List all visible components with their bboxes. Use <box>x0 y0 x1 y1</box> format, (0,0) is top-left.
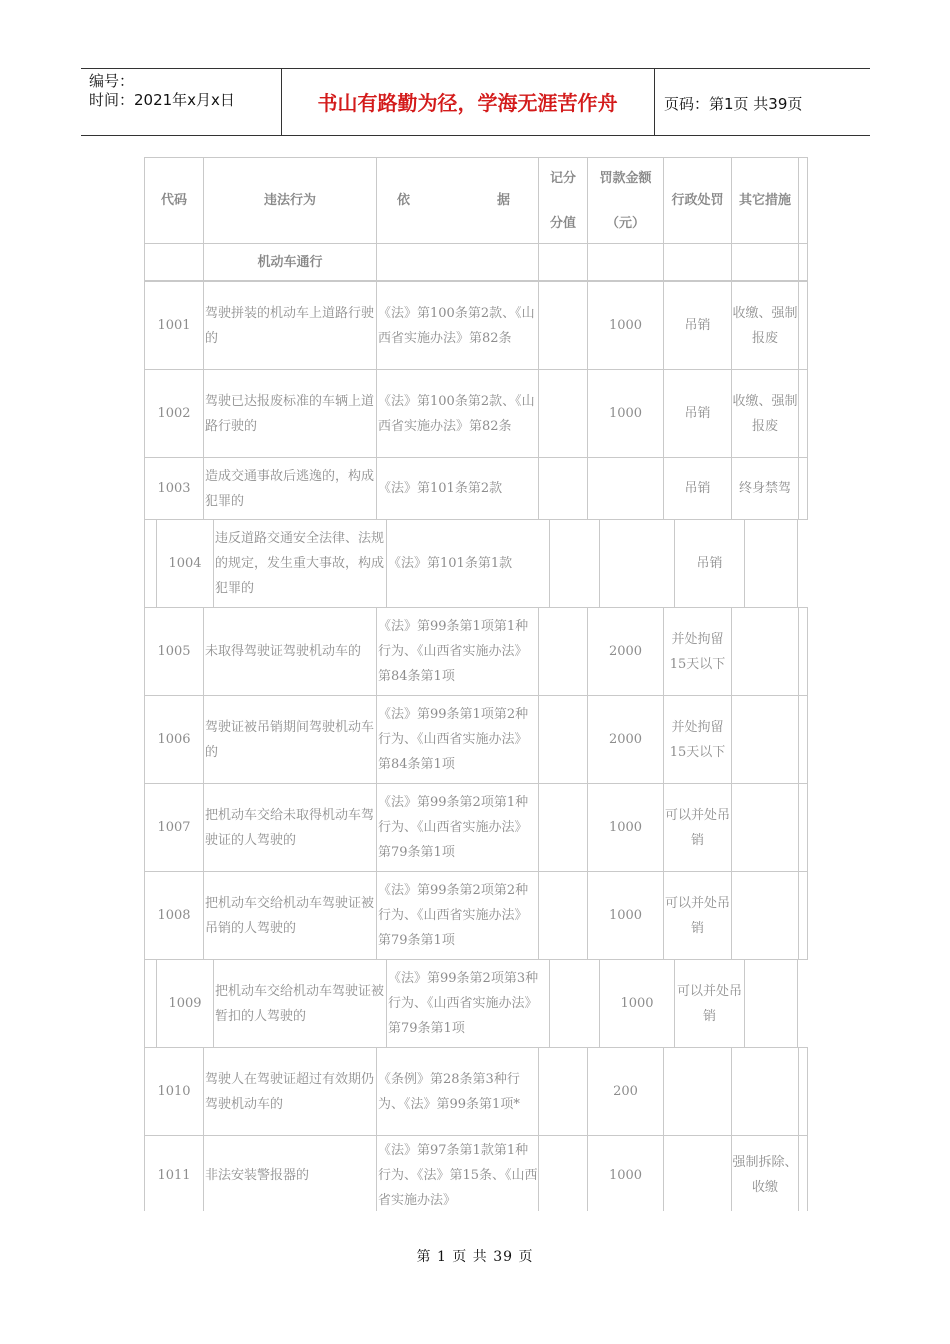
row-spacer <box>798 608 808 695</box>
header-motto: 书山有路勤为径，学海无涯苦作舟 <box>317 91 618 115</box>
row-behavior <box>203 1048 376 1135</box>
col-header-penalty-text: 行政处罚 <box>671 193 724 208</box>
row-spacer <box>798 458 808 519</box>
section-empty-cell <box>538 244 587 280</box>
row-code <box>144 784 203 871</box>
row-code-text: 1011 <box>157 1167 191 1183</box>
row-other <box>731 608 798 695</box>
table-row <box>144 695 808 784</box>
row-behavior <box>203 458 376 519</box>
col-header-fine-stack <box>599 166 651 236</box>
col-header-basis-split <box>377 188 538 213</box>
row-fine <box>599 520 674 607</box>
row-gap-cell <box>144 960 156 1047</box>
row-spacer <box>798 784 808 871</box>
col-header-code <box>144 158 203 243</box>
row-points <box>538 1136 587 1211</box>
row-basis-text: 《条例》第28条第3种行为、《法》第99条第1项* <box>378 1071 520 1112</box>
row-fine-text: 2000 <box>608 732 643 747</box>
row-points <box>549 960 599 1047</box>
col-header-other <box>731 158 798 243</box>
row-basis-text: 《法》第100条第2款、《山西省实施办法》第82条 <box>378 393 535 434</box>
section-empty-cell <box>376 244 538 280</box>
row-spacer <box>798 696 808 783</box>
row-other <box>731 1048 798 1135</box>
row-basis <box>376 872 538 959</box>
row-penalty-text: 可以并处吊销 <box>664 895 730 936</box>
header-time-label: 时间：2021年x月x日 <box>89 91 235 109</box>
row-points <box>538 1048 587 1135</box>
table-row <box>144 457 808 520</box>
row-fine <box>587 608 663 695</box>
row-fine-text: 1000 <box>608 1167 643 1183</box>
row-code-text: 1007 <box>157 820 191 835</box>
row-penalty <box>663 282 731 369</box>
row-spacer <box>798 282 808 369</box>
row-basis-text: 《法》第101条第1款 <box>388 556 513 571</box>
row-basis-text: 《法》第100条第2款、《山西省实施办法》第82条 <box>378 305 535 346</box>
header-divider-right <box>654 68 655 135</box>
table-row <box>144 1135 808 1211</box>
row-penalty-text: 吊销 <box>684 481 711 496</box>
row-behavior-text: 驾驶已达报废标准的车辆上道路行驶的 <box>205 393 375 434</box>
row-code-text: 1005 <box>157 644 191 659</box>
violation-table <box>144 157 808 1211</box>
section-code-cell <box>144 244 203 280</box>
row-basis <box>376 282 538 369</box>
row-fine-text: 1000 <box>620 996 654 1011</box>
row-basis-text: 《法》第99条第2项第1种行为、《山西省实施办法》第79条第1项 <box>378 795 529 860</box>
row-penalty <box>663 1048 731 1135</box>
row-fine <box>587 282 663 369</box>
col-header-fine-bottom: （元） <box>605 215 645 231</box>
row-code <box>144 696 203 783</box>
row-other-text: 收缴、强制报废 <box>732 305 798 346</box>
col-header-fine <box>587 158 663 243</box>
row-penalty <box>663 608 731 695</box>
row-basis-text: 《法》第101条第2款 <box>378 481 503 496</box>
row-fine-text: 2000 <box>608 644 643 659</box>
col-header-behavior-text: 违法行为 <box>263 193 316 208</box>
header-number-label: 编号： <box>89 72 135 90</box>
col-header-points-bottom: 分值 <box>549 215 576 231</box>
row-behavior <box>203 696 376 783</box>
col-header-fine-top: 罚款金额 <box>599 170 652 186</box>
row-behavior-text: 非法安装警报器的 <box>205 1167 310 1183</box>
col-header-points-stack <box>550 166 576 236</box>
row-fine <box>587 784 663 871</box>
row-penalty-text: 并处拘留15天以下 <box>669 719 726 760</box>
row-fine-text: 1000 <box>608 318 643 333</box>
row-basis <box>376 1136 538 1211</box>
row-code-text: 1009 <box>168 996 202 1011</box>
row-other <box>731 872 798 959</box>
row-fine <box>587 696 663 783</box>
col-header-points-top: 记分 <box>549 170 576 186</box>
row-basis <box>376 1048 538 1135</box>
row-code-text: 1003 <box>157 481 191 496</box>
row-penalty-text: 可以并处吊销 <box>664 807 730 848</box>
row-basis-text: 《法》第99条第2项第2种行为、《山西省实施办法》第79条第1项 <box>378 883 529 948</box>
header-page-label: 页码：第1页 共39页 <box>664 95 803 113</box>
row-other <box>731 696 798 783</box>
row-basis <box>376 608 538 695</box>
row-other-text: 终身禁驾 <box>738 481 791 496</box>
row-basis <box>376 696 538 783</box>
row-penalty <box>674 520 744 607</box>
row-behavior-text: 未取得驾驶证驾驶机动车的 <box>205 644 362 659</box>
row-penalty <box>663 696 731 783</box>
table-row <box>144 1047 808 1136</box>
row-penalty-text: 可以并处吊销 <box>676 983 742 1024</box>
row-behavior-text: 驾驶人在驾驶证超过有效期仍驾驶机动车的 <box>205 1071 375 1112</box>
row-fine <box>587 1048 663 1135</box>
row-code <box>156 520 213 607</box>
row-basis <box>376 784 538 871</box>
row-behavior-text: 把机动车交给机动车驾驶证被吊销的人驾驶的 <box>205 895 375 936</box>
row-spacer <box>798 1136 808 1211</box>
row-code <box>144 282 203 369</box>
table-row <box>144 783 808 872</box>
row-basis <box>376 370 538 457</box>
row-behavior-text: 驾驶证被吊销期间驾驶机动车的 <box>205 719 375 760</box>
row-penalty <box>663 784 731 871</box>
row-other-text: 强制拆除、收缴 <box>732 1155 798 1195</box>
row-penalty <box>663 370 731 457</box>
header-divider-left <box>281 68 282 135</box>
row-other <box>731 282 798 369</box>
row-penalty <box>663 1136 731 1211</box>
row-spacer <box>798 1048 808 1135</box>
row-code <box>144 1048 203 1135</box>
row-behavior <box>203 608 376 695</box>
row-points <box>538 458 587 519</box>
row-fine <box>587 458 663 519</box>
row-basis <box>376 458 538 519</box>
row-behavior <box>203 282 376 369</box>
row-penalty <box>674 960 744 1047</box>
row-fine <box>599 960 674 1047</box>
row-fine <box>587 1136 663 1211</box>
row-points <box>538 784 587 871</box>
section-empty-cell <box>587 244 663 280</box>
row-code <box>144 1136 203 1211</box>
col-header-points <box>538 158 587 243</box>
row-behavior <box>213 960 386 1047</box>
section-empty-cell <box>731 244 798 280</box>
row-code <box>156 960 213 1047</box>
table-row <box>144 369 808 458</box>
row-fine <box>587 370 663 457</box>
row-gap-cell <box>144 520 156 607</box>
row-behavior-text: 把机动车交给机动车驾驶证被暂扣的人驾驶的 <box>215 983 385 1024</box>
row-other-text: 收缴、强制报废 <box>732 393 798 434</box>
row-behavior <box>213 520 386 607</box>
row-code <box>144 872 203 959</box>
row-spacer <box>798 872 808 959</box>
row-basis <box>386 520 549 607</box>
row-points <box>538 370 587 457</box>
row-code <box>144 458 203 519</box>
row-behavior-text: 违反道路交通安全法律、法规的规定，发生重大事故，构成犯罪的 <box>215 531 385 596</box>
table-row <box>144 871 808 960</box>
row-penalty <box>663 458 731 519</box>
col-header-penalty <box>663 158 731 243</box>
col-header-spacer <box>798 158 808 243</box>
row-penalty <box>663 872 731 959</box>
header-bottom-rule <box>81 135 870 136</box>
col-header-basis <box>376 158 538 243</box>
row-penalty-text: 并处拘留15天以下 <box>669 631 726 672</box>
row-points <box>538 282 587 369</box>
row-fine-text: 200 <box>613 1084 638 1099</box>
row-behavior-text: 造成交通事故后逃逸的，构成犯罪的 <box>205 468 375 509</box>
section-title-text: 机动车通行 <box>257 254 323 270</box>
col-header-basis-left: 依 <box>397 193 411 208</box>
row-code-text: 1002 <box>157 406 191 421</box>
row-other <box>731 784 798 871</box>
row-penalty-text: 吊销 <box>684 318 711 333</box>
row-behavior-text: 驾驶拼装的机动车上道路行驶的 <box>205 305 375 346</box>
row-other <box>731 458 798 519</box>
col-header-other-text: 其它措施 <box>738 193 791 208</box>
row-spacer <box>798 370 808 457</box>
col-header-code-text: 代码 <box>160 193 187 208</box>
row-other <box>731 1136 798 1211</box>
col-header-behavior <box>203 158 376 243</box>
row-behavior-text: 把机动车交给未取得机动车驾驶证的人驾驶的 <box>205 807 375 848</box>
row-basis <box>386 960 549 1047</box>
row-code <box>144 370 203 457</box>
row-points <box>549 520 599 607</box>
table-row <box>144 519 798 608</box>
table-row <box>144 281 808 370</box>
row-penalty-text: 吊销 <box>684 406 711 421</box>
row-points <box>538 696 587 783</box>
table-header-row <box>144 157 808 244</box>
table-row <box>144 607 808 696</box>
row-basis-text: 《法》第97条第1款第1种行为、《法》第15条、《山西省实施办法》 <box>378 1142 538 1208</box>
section-row <box>144 243 808 281</box>
table-row <box>144 959 798 1048</box>
row-basis-text: 《法》第99条第2项第3种行为、《山西省实施办法》第79条第1项 <box>388 971 539 1036</box>
section-title <box>203 244 376 280</box>
row-other <box>731 370 798 457</box>
row-basis-text: 《法》第99条第1项第1种行为、《山西省实施办法》第84条第1项 <box>378 619 529 684</box>
footer-page-number: 第 1 页 共 39 页 <box>416 1249 534 1265</box>
row-fine <box>587 872 663 959</box>
row-fine-text: 1000 <box>608 406 643 421</box>
row-code-text: 1004 <box>168 556 202 571</box>
row-behavior <box>203 1136 376 1211</box>
row-points <box>538 872 587 959</box>
row-code-text: 1010 <box>157 1084 191 1099</box>
row-other <box>744 520 798 607</box>
col-header-basis-right: 据 <box>496 193 510 208</box>
row-basis-text: 《法》第99条第1项第2种行为、《山西省实施办法》第84条第1项 <box>378 707 529 772</box>
header-top-rule <box>81 68 870 69</box>
row-penalty-text: 吊销 <box>696 556 723 571</box>
row-behavior <box>203 784 376 871</box>
row-behavior <box>203 872 376 959</box>
row-code-text: 1008 <box>157 908 191 923</box>
row-code-text: 1001 <box>157 318 191 333</box>
row-other <box>744 960 798 1047</box>
row-code <box>144 608 203 695</box>
row-code-text: 1006 <box>157 732 191 747</box>
section-empty-cell <box>798 244 808 280</box>
row-fine-text: 1000 <box>608 820 643 835</box>
row-fine-text: 1000 <box>608 908 643 923</box>
row-behavior <box>203 370 376 457</box>
row-points <box>538 608 587 695</box>
section-empty-cell <box>663 244 731 280</box>
